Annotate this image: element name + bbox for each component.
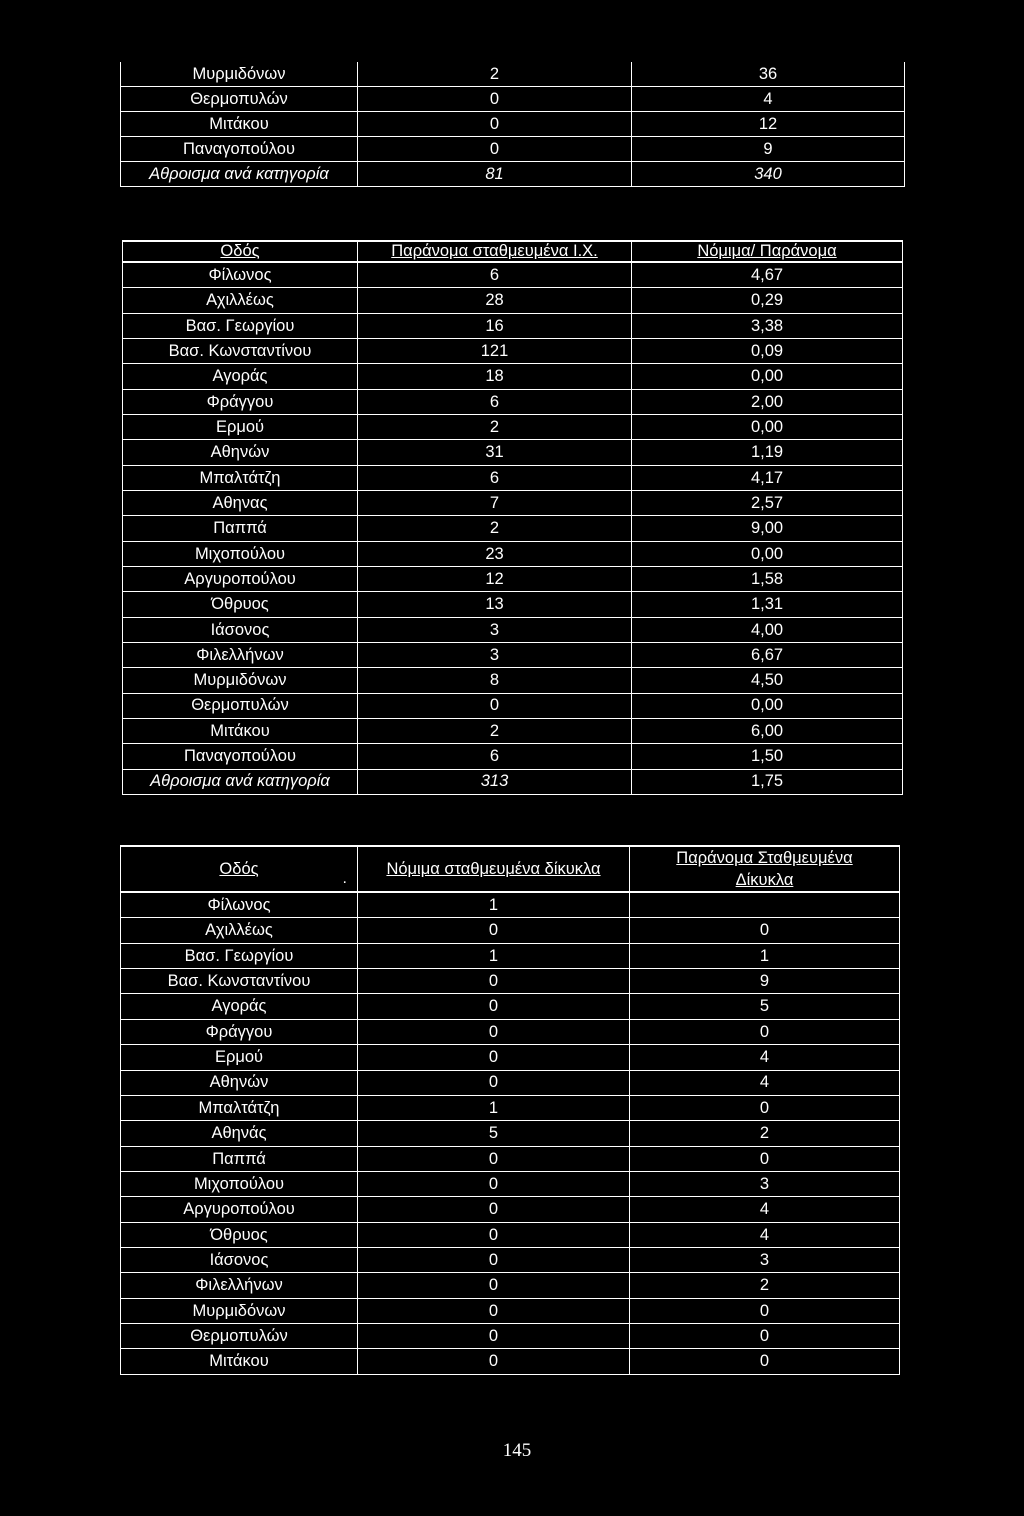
legal-illegal-ratio-cell: 0,00 [632,694,903,718]
legal-illegal-ratio-cell: 1,75 [632,770,903,794]
street-cell: Μπαλτάτζη [122,466,358,490]
table-header-row [122,240,903,263]
table-row [120,944,900,969]
legal-two-wheelers-cell: 0 [358,1197,630,1221]
street-cell: Βασ. Κωνσταντίνου [120,969,358,993]
table-row [122,744,903,769]
table-row [120,1147,900,1172]
table-row [120,137,905,162]
illegal-cars-cell: 18 [358,364,632,388]
table-row [122,643,903,668]
legal-two-wheelers-cell: 0 [358,918,630,942]
legal-two-wheelers-cell: 0 [358,1299,630,1323]
legal-two-wheelers-cell: 0 [358,969,630,993]
street-cell: Αθηνών [122,440,358,464]
illegal-two-wheelers-cell: 0 [630,1349,900,1373]
illegal-two-wheelers-cell: 5 [630,994,900,1018]
table-row [122,466,903,491]
street-cell: Αθροισμα ανά κατηγορία [120,162,358,186]
header-stray-mark: . [342,870,347,887]
legal-illegal-ratio-cell: 1,19 [632,440,903,464]
table-row [120,1096,900,1121]
illegal-two-wheelers-cell: 0 [630,918,900,942]
legal-illegal-ratio-cell: 9,00 [632,516,903,540]
illegal-cars-table [122,240,903,795]
illegal-cars-cell: 28 [358,288,632,312]
header-illegal-two-wheelers-label [676,850,852,889]
value-cell-1: 2 [358,62,632,86]
value-cell-1: 81 [358,162,632,186]
legal-two-wheelers-cell: 0 [358,1349,630,1373]
illegal-cars-cell: 313 [358,770,632,794]
street-cell: Αγοράς [122,364,358,388]
illegal-two-wheelers-cell: 4 [630,1045,900,1069]
legal-two-wheelers-cell: 0 [358,994,630,1018]
street-cell: Μυρμιδόνων [120,62,358,86]
illegal-two-wheelers-cell: 0 [630,1020,900,1044]
table-row [120,112,905,137]
illegal-cars-cell: 6 [358,744,632,768]
table-row [120,1197,900,1222]
value-cell-1: 0 [358,112,632,136]
street-cell: Όθρυος [122,592,358,616]
illegal-cars-cell: 3 [358,643,632,667]
header-illegal-two-wheelers [630,847,900,891]
table-row [122,364,903,389]
illegal-cars-cell: 121 [358,339,632,363]
street-cell: Αθηνών [120,1071,358,1095]
street-cell: Αθηνάς [120,1121,358,1145]
illegal-two-wheelers-cell: 0 [630,1299,900,1323]
illegal-two-wheelers-cell: 0 [630,1147,900,1171]
illegal-cars-cell: 6 [358,263,632,287]
street-cell: Φιλελλήνων [120,1273,358,1297]
street-cell: Αθροισμα ανά κατηγορία [122,770,358,794]
table-row [120,1273,900,1298]
legal-illegal-ratio-cell: 0,29 [632,288,903,312]
table-row [122,491,903,516]
table-row [120,1045,900,1070]
value-cell-2: 9 [632,137,905,161]
legal-illegal-ratio-cell: 0,00 [632,364,903,388]
illegal-cars-cell: 3 [358,618,632,642]
table-row [120,994,900,1019]
illegal-cars-cell: 2 [358,415,632,439]
table-row [120,1121,900,1146]
header-illegal-line-2: Δίκυκλα [735,871,794,889]
street-cell: Φιλελλήνων [122,643,358,667]
legal-illegal-ratio-cell: 4,17 [632,466,903,490]
table-row [122,339,903,364]
illegal-cars-cell: 0 [358,694,632,718]
street-cell: Ερμού [122,415,358,439]
legal-two-wheelers-cell: 0 [358,1020,630,1044]
legal-illegal-ratio-cell: 4,67 [632,263,903,287]
legal-illegal-ratio-cell: 1,50 [632,744,903,768]
table-row [122,542,903,567]
legal-illegal-ratio-cell: 0,00 [632,415,903,439]
street-cell: Μυρμιδόνων [122,668,358,692]
header-illegal-cars-label: Παράνομα σταθμευμένα Ι.Χ. [391,242,598,261]
legal-illegal-ratio-cell: 2,00 [632,390,903,414]
street-cell: Αχιλλέως [122,288,358,312]
summary-row [120,162,905,187]
legal-two-wheelers-cell: 1 [358,944,630,968]
illegal-two-wheelers-cell: 3 [630,1172,900,1196]
value-cell-2: 340 [632,162,905,186]
legal-two-wheelers-cell: 0 [358,1172,630,1196]
street-cell: Βασ. Γεωργίου [122,314,358,338]
legal-illegal-ratio-cell: 1,58 [632,567,903,591]
header-street-label: Οδός [220,242,260,261]
two-wheelers-table [120,845,900,1375]
legal-illegal-ratio-cell: 0,09 [632,339,903,363]
table-row [122,618,903,643]
street-cell: Μιχοπούλου [120,1172,358,1196]
table-row [120,893,900,918]
street-cell: Μιτάκου [120,1349,358,1373]
legal-two-wheelers-cell: 0 [358,1147,630,1171]
illegal-two-wheelers-cell: 1 [630,944,900,968]
illegal-cars-cell: 12 [358,567,632,591]
illegal-two-wheelers-cell: 4 [630,1223,900,1247]
street-cell: Παππά [120,1147,358,1171]
illegal-two-wheelers-cell: 0 [630,1324,900,1348]
street-cell: Φράγγου [122,390,358,414]
street-cell: Βασ. Γεωργίου [120,944,358,968]
header-street [120,847,358,891]
table-row [122,263,903,288]
header-legal-two-wheelers [358,847,630,891]
table-row [122,567,903,592]
illegal-two-wheelers-cell: 2 [630,1273,900,1297]
street-cell: Αθηνας [122,491,358,515]
illegal-cars-cell: 16 [358,314,632,338]
street-cell: Ιάσονος [122,618,358,642]
table-header-row [120,845,900,893]
illegal-two-wheelers-cell: 4 [630,1197,900,1221]
table-row [120,87,905,112]
table-row [120,1223,900,1248]
street-cell: Βασ. Κωνσταντίνου [122,339,358,363]
illegal-cars-cell: 13 [358,592,632,616]
table-row [120,1248,900,1273]
illegal-cars-cell: 31 [358,440,632,464]
header-ratio [632,242,903,261]
value-cell-2: 12 [632,112,905,136]
table-row [120,1172,900,1197]
illegal-two-wheelers-cell: 9 [630,969,900,993]
value-cell-1: 0 [358,87,632,111]
table-row [122,592,903,617]
street-cell: Μυρμιδόνων [120,1299,358,1323]
table-row [120,1324,900,1349]
legal-two-wheelers-cell: 1 [358,1096,630,1120]
illegal-cars-cell: 23 [358,542,632,566]
illegal-two-wheelers-cell: 2 [630,1121,900,1145]
totals-continuation-table [120,62,905,187]
legal-illegal-ratio-cell: 4,00 [632,618,903,642]
street-cell: Θερμοπυλών [122,694,358,718]
table-row [120,1299,900,1324]
legal-two-wheelers-cell: 5 [358,1121,630,1145]
legal-two-wheelers-cell: 0 [358,1273,630,1297]
legal-illegal-ratio-cell: 1,31 [632,592,903,616]
street-cell: Ιάσονος [120,1248,358,1272]
legal-illegal-ratio-cell: 6,67 [632,643,903,667]
street-cell: Παππά [122,516,358,540]
street-cell: Όθρυος [120,1223,358,1247]
street-cell: Παναγοπούλου [122,744,358,768]
table-row [122,288,903,313]
illegal-cars-cell: 6 [358,390,632,414]
header-legal-two-wheelers-label: Νόμιμα σταθμευμένα δίκυκλα [386,859,601,878]
illegal-two-wheelers-cell: 0 [630,1096,900,1120]
street-cell: Αργυροπούλου [122,567,358,591]
street-cell: Μιτάκου [120,112,358,136]
value-cell-2: 4 [632,87,905,111]
street-cell: Αργυροπούλου [120,1197,358,1221]
legal-illegal-ratio-cell: 0,00 [632,542,903,566]
table-row [122,314,903,339]
street-cell: Αγοράς [120,994,358,1018]
table-row [122,668,903,693]
street-cell: Θερμοπυλών [120,87,358,111]
header-illegal-line-1: Παράνομα Σταθμευμένα [676,848,853,867]
street-cell: Μιτάκου [122,719,358,743]
table-row [122,516,903,541]
page-number: 145 [502,1440,532,1461]
street-cell: Παναγοπούλου [120,137,358,161]
legal-illegal-ratio-cell: 3,38 [632,314,903,338]
illegal-cars-cell: 2 [358,516,632,540]
illegal-two-wheelers-cell: 3 [630,1248,900,1272]
summary-row [122,770,903,795]
table-row [120,1020,900,1045]
table-row [122,390,903,415]
street-cell: Μιχοπούλου [122,542,358,566]
illegal-cars-cell: 6 [358,466,632,490]
street-cell: Αχιλλέως [120,918,358,942]
street-cell: Μπαλτάτζη [120,1096,358,1120]
table-row [122,694,903,719]
table-row [122,415,903,440]
header-street [122,242,358,261]
legal-illegal-ratio-cell: 2,57 [632,491,903,515]
street-cell: Φράγγου [120,1020,358,1044]
legal-illegal-ratio-cell: 6,00 [632,719,903,743]
street-cell: Φίλωνος [122,263,358,287]
legal-two-wheelers-cell: 0 [358,1248,630,1272]
legal-illegal-ratio-cell: 4,50 [632,668,903,692]
header-illegal-cars [358,242,632,261]
street-cell: Φίλωνος [120,893,358,917]
table-row [120,969,900,994]
legal-two-wheelers-cell: 0 [358,1223,630,1247]
value-cell-1: 0 [358,137,632,161]
street-cell: Ερμού [120,1045,358,1069]
legal-two-wheelers-cell: 0 [358,1324,630,1348]
table-row [122,440,903,465]
table-row [120,62,905,87]
legal-two-wheelers-cell: 1 [358,893,630,917]
illegal-cars-cell: 2 [358,719,632,743]
street-cell: Θερμοπυλών [120,1324,358,1348]
legal-two-wheelers-cell: 0 [358,1045,630,1069]
legal-two-wheelers-cell: 0 [358,1071,630,1095]
illegal-cars-cell: 7 [358,491,632,515]
table-row [120,1071,900,1096]
table-row [120,1349,900,1374]
table-row [122,719,903,744]
illegal-cars-cell: 8 [358,668,632,692]
illegal-two-wheelers-cell: 4 [630,1071,900,1095]
table-row [120,918,900,943]
value-cell-2: 36 [632,62,905,86]
header-street-label: Οδός [219,859,259,878]
illegal-two-wheelers-cell [630,893,900,917]
header-ratio-label: Νόμιμα/ Παράνομα [697,242,837,261]
